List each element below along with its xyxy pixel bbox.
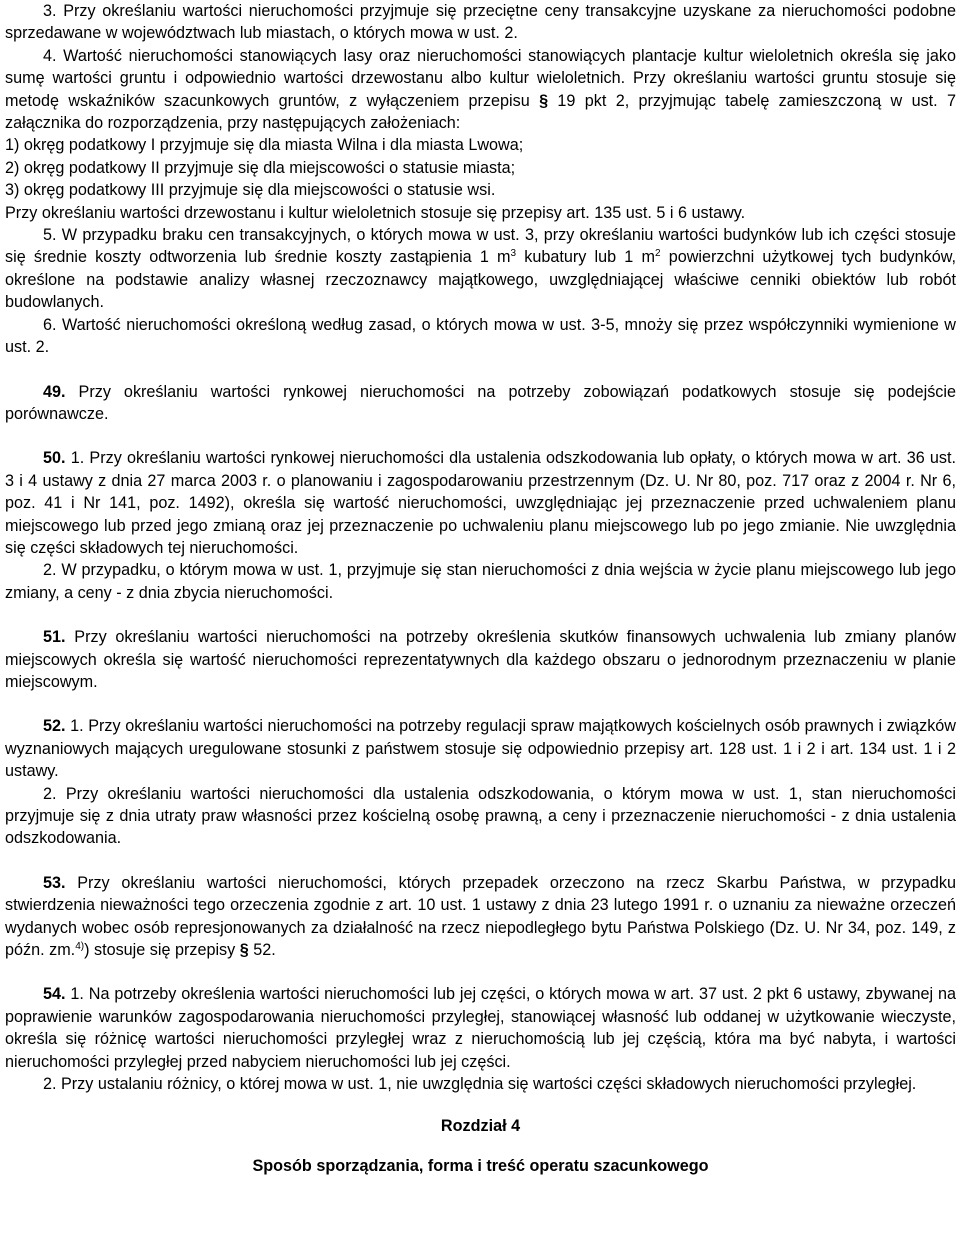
section-53 [5,872,956,962]
list-item-2: 2) okręg podatkowy II przyjmuje się dla miejscowości o statusie miasta; [5,158,516,177]
paragraph-ust-5 [5,224,956,314]
chapter-subtitle: Sposób sporządzania, forma i treść operatu szacunkowego [252,1156,709,1175]
footnote-reference: 4) [75,941,85,953]
section-sign: § [239,941,249,960]
section-53-text-c: 52. [248,941,276,960]
section-53-text-b: ) stosuje się przepisy [84,941,240,960]
section-51-number: 51. [43,628,66,647]
section-54-ust-2: 2. Przy ustalaniu różnicy, o której mowa w ust. 1, nie uwzględnia się wartości części składowych nieruchomości przyległej. [43,1075,917,1094]
spacer [5,425,956,447]
paragraph-ust-5-text-c: powierzchni użytkowej tych budynków, określone na podstawie analizy własnej rzeczoznawcy majątkowego, uwzględniającej właściwe cenniki obiektów lub robót budowlanych. [5,248,956,312]
section-49-text: Przy określaniu wartości rynkowej nieruchomości na potrzeby zobowiązań podatkowych stosuje się podejście porównawcze. [5,382,956,423]
section-49-number: 49. [43,382,66,401]
section-53-number: 53. [43,873,66,892]
paragraph-ust-6: 6. Wartość nieruchomości określoną według zasad, o których mowa w ust. 3-5, mnoży się przez współczynniki wymienione w ust. 2. [5,315,956,357]
list-item-3: 3) okręg podatkowy III przyjmuje się dla miejscowości o statusie wsi. [5,181,496,200]
document-page [5,0,956,1177]
chapter-title: Rozdział 4 [440,1117,521,1136]
section-sign: § [539,91,549,110]
superscript-3: 3 [510,248,517,260]
section-50-ust-1 [5,447,956,559]
section-52-number: 52. [43,717,66,736]
spacer [5,604,956,626]
spacer [5,850,956,872]
section-51 [5,626,956,693]
section-54-ust-1-text: 1. Na potrzeby określenia wartości nieruchomości lub jej części, o których mowa w art. 37 ust. 2 pkt 6 ustawy, zbywanej na poprawienie warunków zagospodarowania nieruchomości przyległej, stanowiącej własność lub oddanej w użytkowanie wieczyste, określa się różnicę wartości nieruchomości przyległej wraz z nieruchomością lub jej częścią, która ma być nabyta, i wartości nieruchomości przyległej przed nabyciem nieruchomości lub jej części. [5,985,956,1071]
section-52-ust-1-text: 1. Przy określaniu wartości nieruchomości na potrzeby regulacji spraw majątkowych kościelnych osób prawnych i związków wyznaniowych mających uregulowane stosunki z państwem stosuje się odpowiednio przepisy art. 128 ust. 1 i 2 i art. 134 ust. 1 i 2 ustawy. [5,717,956,781]
superscript-2: 2 [654,248,661,260]
section-54-ust-1 [5,983,956,1073]
section-50-number: 50. [43,449,66,468]
section-52-ust-1 [5,715,956,782]
list-item-1: 1) okręg podatkowy I przyjmuje się dla miasta Wilna i dla miasta Lwowa; [5,136,524,155]
section-50-ust-2: 2. W przypadku, o którym mowa w ust. 1, przyjmuje się stan nieruchomości z dnia wejścia w życie planu miejscowego lub jego zmiany, a ceny - z dnia zbycia nieruchomości. [5,561,956,602]
paragraph-ust-4-text-a: 4. Wartość nieruchomości stanowiących lasy oraz nieruchomości stanowiących plantacje kultur wieloletnich określa się jako sumę wartości gruntu i odpowiednio wartości drzewostanu albo kultur wieloletnich. Przy określaniu wartości gruntu stosuje się metodę wskaźników szacunkowych gruntów, z wyłączeniem przepisu [5,46,956,110]
spacer [5,359,956,381]
paragraph-ust-5-text-a: 5. W przypadku braku cen transakcyjnych, o których mowa w ust. 3, przy określaniu wartości budynków lub ich części stosuje się średnie koszty odtworzenia lub średnie koszty zastąpienia 1 m [5,226,956,267]
section-54-number: 54. [43,985,66,1004]
paragraph-ust-4 [5,45,956,135]
section-50-ust-1-text: 1. Przy określaniu wartości rynkowej nieruchomości dla ustalenia odszkodowania lub opłaty, o których mowa w art. 36 ust. 3 i 4 ustawy z dnia 27 marca 2003 r. o planowaniu i zagospodarowaniu przestrzennym (Dz. U. Nr 80, poz. 717 oraz z 2004 r. Nr 6, poz. 41 i Nr 141, poz. 1492), określa się wartość nieruchomości, uwzględniając jej przeznaczenie przed uchwaleniem planu miejscowego lub przed jego zmianą oraz jej przeznaczenie po uchwaleniu planu miejscowego lub po jego zmianie. Nie uwzględnia się części składowych tej nieruchomości. [5,449,956,557]
paragraph-ust-5-text-b: kubatury lub 1 m [516,248,655,267]
section-49 [5,381,956,426]
section-53-text-a: Przy określaniu wartości nieruchomości, których przepadek orzeczono na rzecz Skarbu Państwa, w przypadku stwierdzenia nieważności tego orzeczenia zgodnie z art. 10 ust. 1 ustawy z dnia 23 lutego 1991 r. o uznaniu za nieważne orzeczeń wydanych wobec osób represjonowanych za działalność na rzecz niepodległego bytu Państwa Polskiego (Dz. U. Nr 34, poz. 149, z późn. zm. [5,873,956,960]
spacer [5,693,956,715]
paragraph-ust-4-closing: Przy określaniu wartości drzewostanu i kultur wieloletnich stosuje się przepisy art. 135 ust. 5 i 6 ustawy. [5,203,746,222]
section-52-ust-2: 2. Przy określaniu wartości nieruchomości dla ustalenia odszkodowania, o którym mowa w ust. 1, stan nieruchomości przyjmuje się z dnia utraty praw własności przez kościelną osobę prawną, a ceny i przeznaczenie nieruchomości - z dnia ustalenia odszkodowania. [5,784,956,848]
paragraph-ust-4-text-b: 19 pkt 2, przyjmując tabelę zamieszczoną w ust. 7 załącznika do rozporządzenia, przy następujących założeniach: [5,91,956,133]
section-51-text: Przy określaniu wartości nieruchomości na potrzeby określenia skutków finansowych uchwalenia lub zmiany planów miejscowych określa się wartość nieruchomości reprezentatywnych dla każdego obszaru o jednorodnym przeznaczeniu w planie miejscowym. [5,628,956,691]
spacer [5,961,956,983]
paragraph-ust-3: 3. Przy określaniu wartości nieruchomości przyjmuje się przeciętne ceny transakcyjne uzyskane za nieruchomości podobne sprzedawane w województwach lub miastach, o których mowa w ust. 2. [5,2,956,43]
